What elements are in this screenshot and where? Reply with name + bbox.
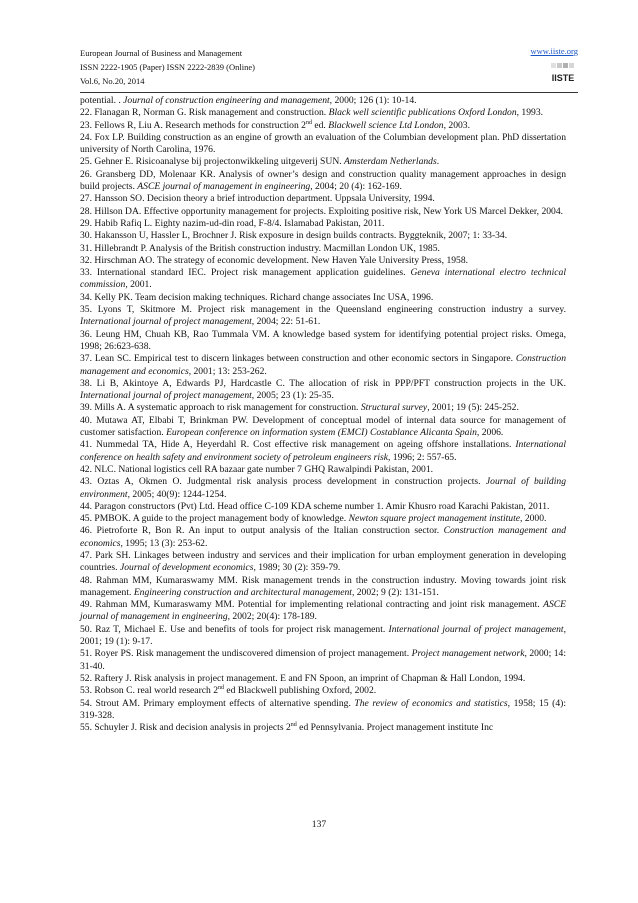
reference-text: 35. Lyons T, Skitmore M. Project risk management in the Queensland engineering construction industry a survey. [80,304,566,316]
reference-journal-title: ASCE journal of management in engineering [80,599,566,623]
reference-text: 38. Li B, Akintoye A, Edwards PJ, Hardcastle C. The allocation of risk in PPP/PFT construction projects in the UK. [80,377,566,389]
reference-entry [80,156,566,168]
reference-entry [80,464,566,476]
reference-journal-title: Newton square project management institute [348,513,521,525]
svg-text:IISTE: IISTE [551,73,575,83]
reference-text: 22. Flanagan R, Norman G. Risk management and construction. [80,107,329,119]
iiste-logo-icon [550,62,576,86]
reference-entry [80,353,566,378]
reference-journal-title: Journal of building environment [80,476,566,500]
reference-text: 49. Rahman MM, Kumaraswamy MM. Potential for implementing relational contracting and joint risk management. [80,599,544,611]
reference-text: , 2004; 20 (4): 162-169. [310,181,402,193]
reference-entry [80,722,566,734]
reference-entry [80,255,566,267]
reference-entry [80,501,566,513]
reference-entry [80,329,566,354]
reference-journal-title: Project management network [411,648,525,660]
reference-text: , 1993. [516,107,544,119]
reference-journal-title: Black well scientific publications Oxford London [328,107,517,119]
reference-entry [80,599,566,624]
reference-entry [80,402,566,414]
reference-entry [80,193,566,205]
reference-entry [80,415,566,440]
reference-entry [80,169,566,194]
reference-text: 26. Gransberg DD, Molenaar KR. Analysis of owner’s design and construction quality management approaches in design build projects. [80,168,566,193]
reference-text: 24. Fox LP. Building construction as an engine of growth an evaluation of the Columbian development plan. PhD dissertation university of North Carolina, 1976. [80,131,566,156]
reference-journal-title: Geneva international electro technical commission [80,267,566,291]
reference-entry [80,685,566,697]
reference-journal-title: International journal of project management [80,316,252,328]
reference-journal-title: Structural survey [360,402,428,414]
reference-entry [80,550,566,575]
reference-text: nd [290,721,297,728]
reference-journal-title: Construction management and economics [80,353,566,377]
reference-entry [80,218,566,230]
reference-entry [80,304,566,329]
reference-journal-title: Construction management and economics [80,525,566,549]
reference-text: potential. . [80,95,124,106]
reference-text: 29. Habib Rafiq L. Eighty nazim-ud-din road, F-8/4. Islamabad Pakistan, 2011. [80,217,385,229]
volume-line: Vol.6, No.20, 2014 [80,76,145,86]
reference-entry [80,525,566,550]
reference-text: ed. [311,119,329,131]
reference-entry [80,243,566,255]
reference-list [80,95,566,734]
journal-url-link[interactable]: www.iiste.org [530,46,578,56]
reference-entry [80,267,566,292]
reference-entry [80,648,566,673]
reference-entry [80,206,566,218]
reference-text: 47. Park SH. Linkages between industry and services and their implication for urban employment generation in developing countries. [80,549,566,574]
reference-text: 41. Nummedal TA, Hide A, Heyerdahl R. Cost effective risk management on ageing offshore installations. [80,439,516,451]
reference-text: 25. Gehner E. Risicoanalyse bij projectonwikkeling uitgeverij SUN. [80,156,345,168]
reference-text: 46. Pietroforte R, Bon R. An input to output analysis of the Italian construction sector. [80,525,444,537]
reference-text: , 2002; 20(4): 178-189. [227,611,317,623]
reference-entry [80,120,566,132]
reference-entry [80,624,566,649]
reference-text: 53. Robson C. real world research 2 [80,685,219,697]
reference-text: . [436,156,440,168]
reference-text: 48. Rahman MM, Kumaraswamy MM. Risk management trends in the construction industry. Moving towards joint risk management. [80,574,566,598]
reference-entry [80,476,566,501]
reference-text: , 1995; 13 (3): 253-62. [120,537,208,549]
reference-text: 51. Royer PS. Risk management the undiscovered dimension of project management. [80,648,412,660]
reference-journal-title: European conference on information system (EMCI) Costablance Alicanta Spain [166,427,477,439]
reference-text: ed Blackwell publishing Oxford, 2002. [224,685,377,697]
reference-text: 40. Mutawa AT, Elbabi T, Brinkman PW. Development of conceptual model of internal data source for management of customer satisfaction. [80,414,566,439]
reference-entry [80,378,566,403]
reference-journal-title: Journal of development economics [119,562,254,574]
reference-text: , 2000; 126 (1): 10-14. [329,95,417,106]
reference-journal-title: Amsterdam Netherlands [344,156,437,168]
reference-text: , 2001; 13: 253-262. [188,365,267,377]
reference-entry [80,673,566,685]
reference-text: , 1989; 30 (2): 359-79. [253,562,341,574]
issn-line: ISSN 2222-1905 (Paper) ISSN 2222-2839 (Online) [80,62,255,72]
reference-text: 43. Oztas A, Okmen O. Judgmental risk analysis process development in construction projects. [80,476,486,488]
reference-text: 52. Raftery J. Risk analysis in project management. E and FN Spoon, an imprint of Chapman & Hall London, 1994. [80,672,526,684]
reference-text: 39. Mills A. A systematic approach to risk management for construction. [80,402,361,414]
header-rule [80,92,578,93]
reference-text: , 2004; 22: 51-61. [251,316,321,328]
reference-text: 30. Hakansson U, Hassler L, Brochner J. Risk exposure in design builds contracts. Byggteknik, 2007; 1: 33-34. [80,230,508,242]
reference-text: , 1996; 2: 557-65. [387,451,457,463]
reference-entry [80,513,566,525]
reference-entry [80,575,566,600]
reference-text: nd [218,685,225,692]
reference-text: 33. International standard IEC. Project risk management application guidelines. [80,267,411,279]
reference-journal-title: Engineering construction and architectural management [133,586,352,598]
page-number: 137 [311,819,327,830]
reference-text: 44. Paragon constructors (Pvt) Ltd. Head office C-109 KDA scheme number 1. Amir Khusro road Karachi Pakistan, 2011. [80,500,550,512]
reference-text: , 2001; 19 (1): 9-17. [80,623,566,648]
reference-text: , 2002; 9 (2): 131-151. [351,586,439,598]
reference-entry [80,292,566,304]
reference-text: 34. Kelly PK. Team decision making techniques. Richard change associates Inc USA, 1996. [80,291,434,303]
reference-text: , 2003. [443,119,470,131]
reference-text: , 1958; 15 (4): 319-328. [80,697,566,721]
reference-text: , 2001. [125,279,152,291]
reference-text: 32. Hirschman AO. The strategy of economic development. New Haven Yale University Press, 1958. [80,254,469,266]
reference-journal-title: International journal of project management [80,390,252,402]
reference-text: , 2000; 14: 31-40. [80,648,567,672]
reference-text: , 2006. [476,427,504,439]
reference-text: nd [305,119,312,126]
reference-journal-title: International conference on health safety and environment society of petroleum engineers risk [80,439,566,463]
reference-text: 54. Strout AM. Primary employment effects of alternative spending. [80,697,355,709]
reference-text: 42. NLC. National logistics cell RA bazaar gate number 7 GHQ Rawalpindi Pakistan, 2001. [80,463,434,475]
reference-entry [80,698,566,723]
reference-text: ed Pennsylvania. Project management institute Inc [296,722,494,734]
reference-journal-title: ASCE journal of management in engineering [137,181,311,193]
reference-text: 55. Schuyler J. Risk and decision analysis in projects 2 [80,722,291,734]
reference-journal-title: The review of economics and statistics [354,697,508,709]
reference-journal-title: Journal of construction engineering and management [123,95,330,106]
page-header [80,46,578,90]
reference-text: 28. Hillson DA. Effective opportunity management for projects. Exploiting positive risk, New York US Marcel Dekker, 2004. [80,205,564,217]
reference-entry [80,95,566,107]
reference-text: , 2001; 19 (5): 245-252. [427,402,519,414]
journal-name: European Journal of Business and Management [80,48,243,58]
reference-journal-title: International journal of project management [388,623,564,635]
reference-text: 31. Hillebrandt P. Analysis of the British construction industry. Macmillan London UK, 1985. [80,242,440,254]
reference-text: , 2005; 23 (1): 25-35. [251,390,334,402]
reference-text: 45. PMBOK. A guide to the project management body of knowledge. [80,513,349,525]
reference-text: 23. Fellows R, Liu A. Research methods for construction 2 [80,119,306,131]
reference-journal-title: Blackwell science Ltd London [328,119,444,131]
reference-text: 50. Raz T, Michael E. Use and benefits of tools for project risk management. [80,623,389,635]
reference-text: , 2000. [520,513,547,525]
reference-entry [80,230,566,242]
reference-entry [80,132,566,157]
reference-text: , 2005; 40(9): 1244-1254. [127,488,227,500]
reference-text: 37. Lean SC. Empirical test to discern linkages between construction and other economic sectors in Singapore. [80,353,516,365]
reference-entry [80,107,566,119]
reference-entry [80,439,566,464]
reference-text: 36. Leung HM, Chuah KB, Rao Tummala VM. A knowledge based system for identifying potential project risks. Omega, 1998; 26:623-638. [80,328,566,352]
reference-text: 27. Hansson SO. Decision theory a brief introduction department. Uppsala University, 1994. [80,193,435,205]
